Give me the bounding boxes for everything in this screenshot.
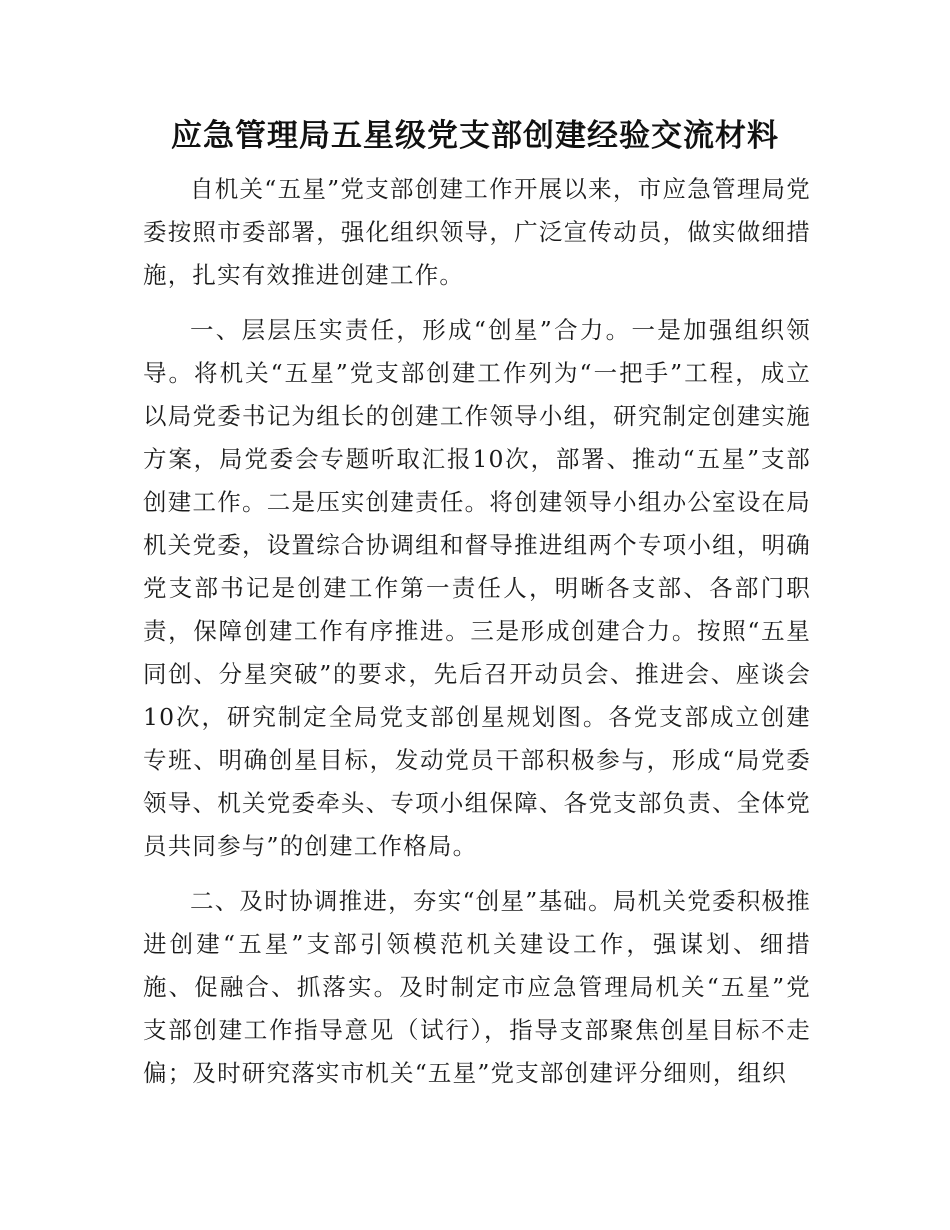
document-body	[143, 168, 811, 1095]
section-two-paragraph: 二、及时协调推进，夯实“创星”基础。局机关党委积极推进创建“五星”支部引领模范机关建设工作，强谋划、细措施、促融合、抓落实。及时制定市应急管理局机关“五星”党支部创建工作指导意见（试行），指导支部聚焦创星目标不走偏；及时研究落实市机关“五星”党支部创建评分细则，组织	[143, 887, 811, 1087]
intro-paragraph: 自机关“五星”党支部创建工作开展以来，市应急管理局党委按照市委部署，强化组织领导，广泛宣传动员，做实做细措施，扎实有效推进创建工作。	[143, 175, 811, 289]
section-one-paragraph: 一、层层压实责任，形成“创星”合力。一是加强组织领导。将机关“五星”党支部创建工作列为“一把手”工程，成立以局党委书记为组长的创建工作领导小组，研究制定创建实施方案，局党委会专题听取汇报10次，部署、推动“五星”支部创建工作。二是压实创建责任。将创建领导小组办公室设在局机关党委，设置综合协调组和督导推进组两个专项小组，明确党支部书记是创建工作第一责任人，明晰各支部、各部门职责，保障创建工作有序推进。三是形成创建合力。按照“五星同创、分星突破”的要求，先后召开动员会、推进会、座谈会10次，研究制定全局党支部创星规划图。各党支部成立创建专班、明确创星目标，发动党员干部积极参与，形成“局党委领导、机关党委牵头、专项小组保障、各党支部负责、全体党员共同参与”的创建工作格局。	[143, 316, 811, 860]
document-title: 应急管理局五星级党支部创建经验交流材料	[171, 118, 779, 154]
